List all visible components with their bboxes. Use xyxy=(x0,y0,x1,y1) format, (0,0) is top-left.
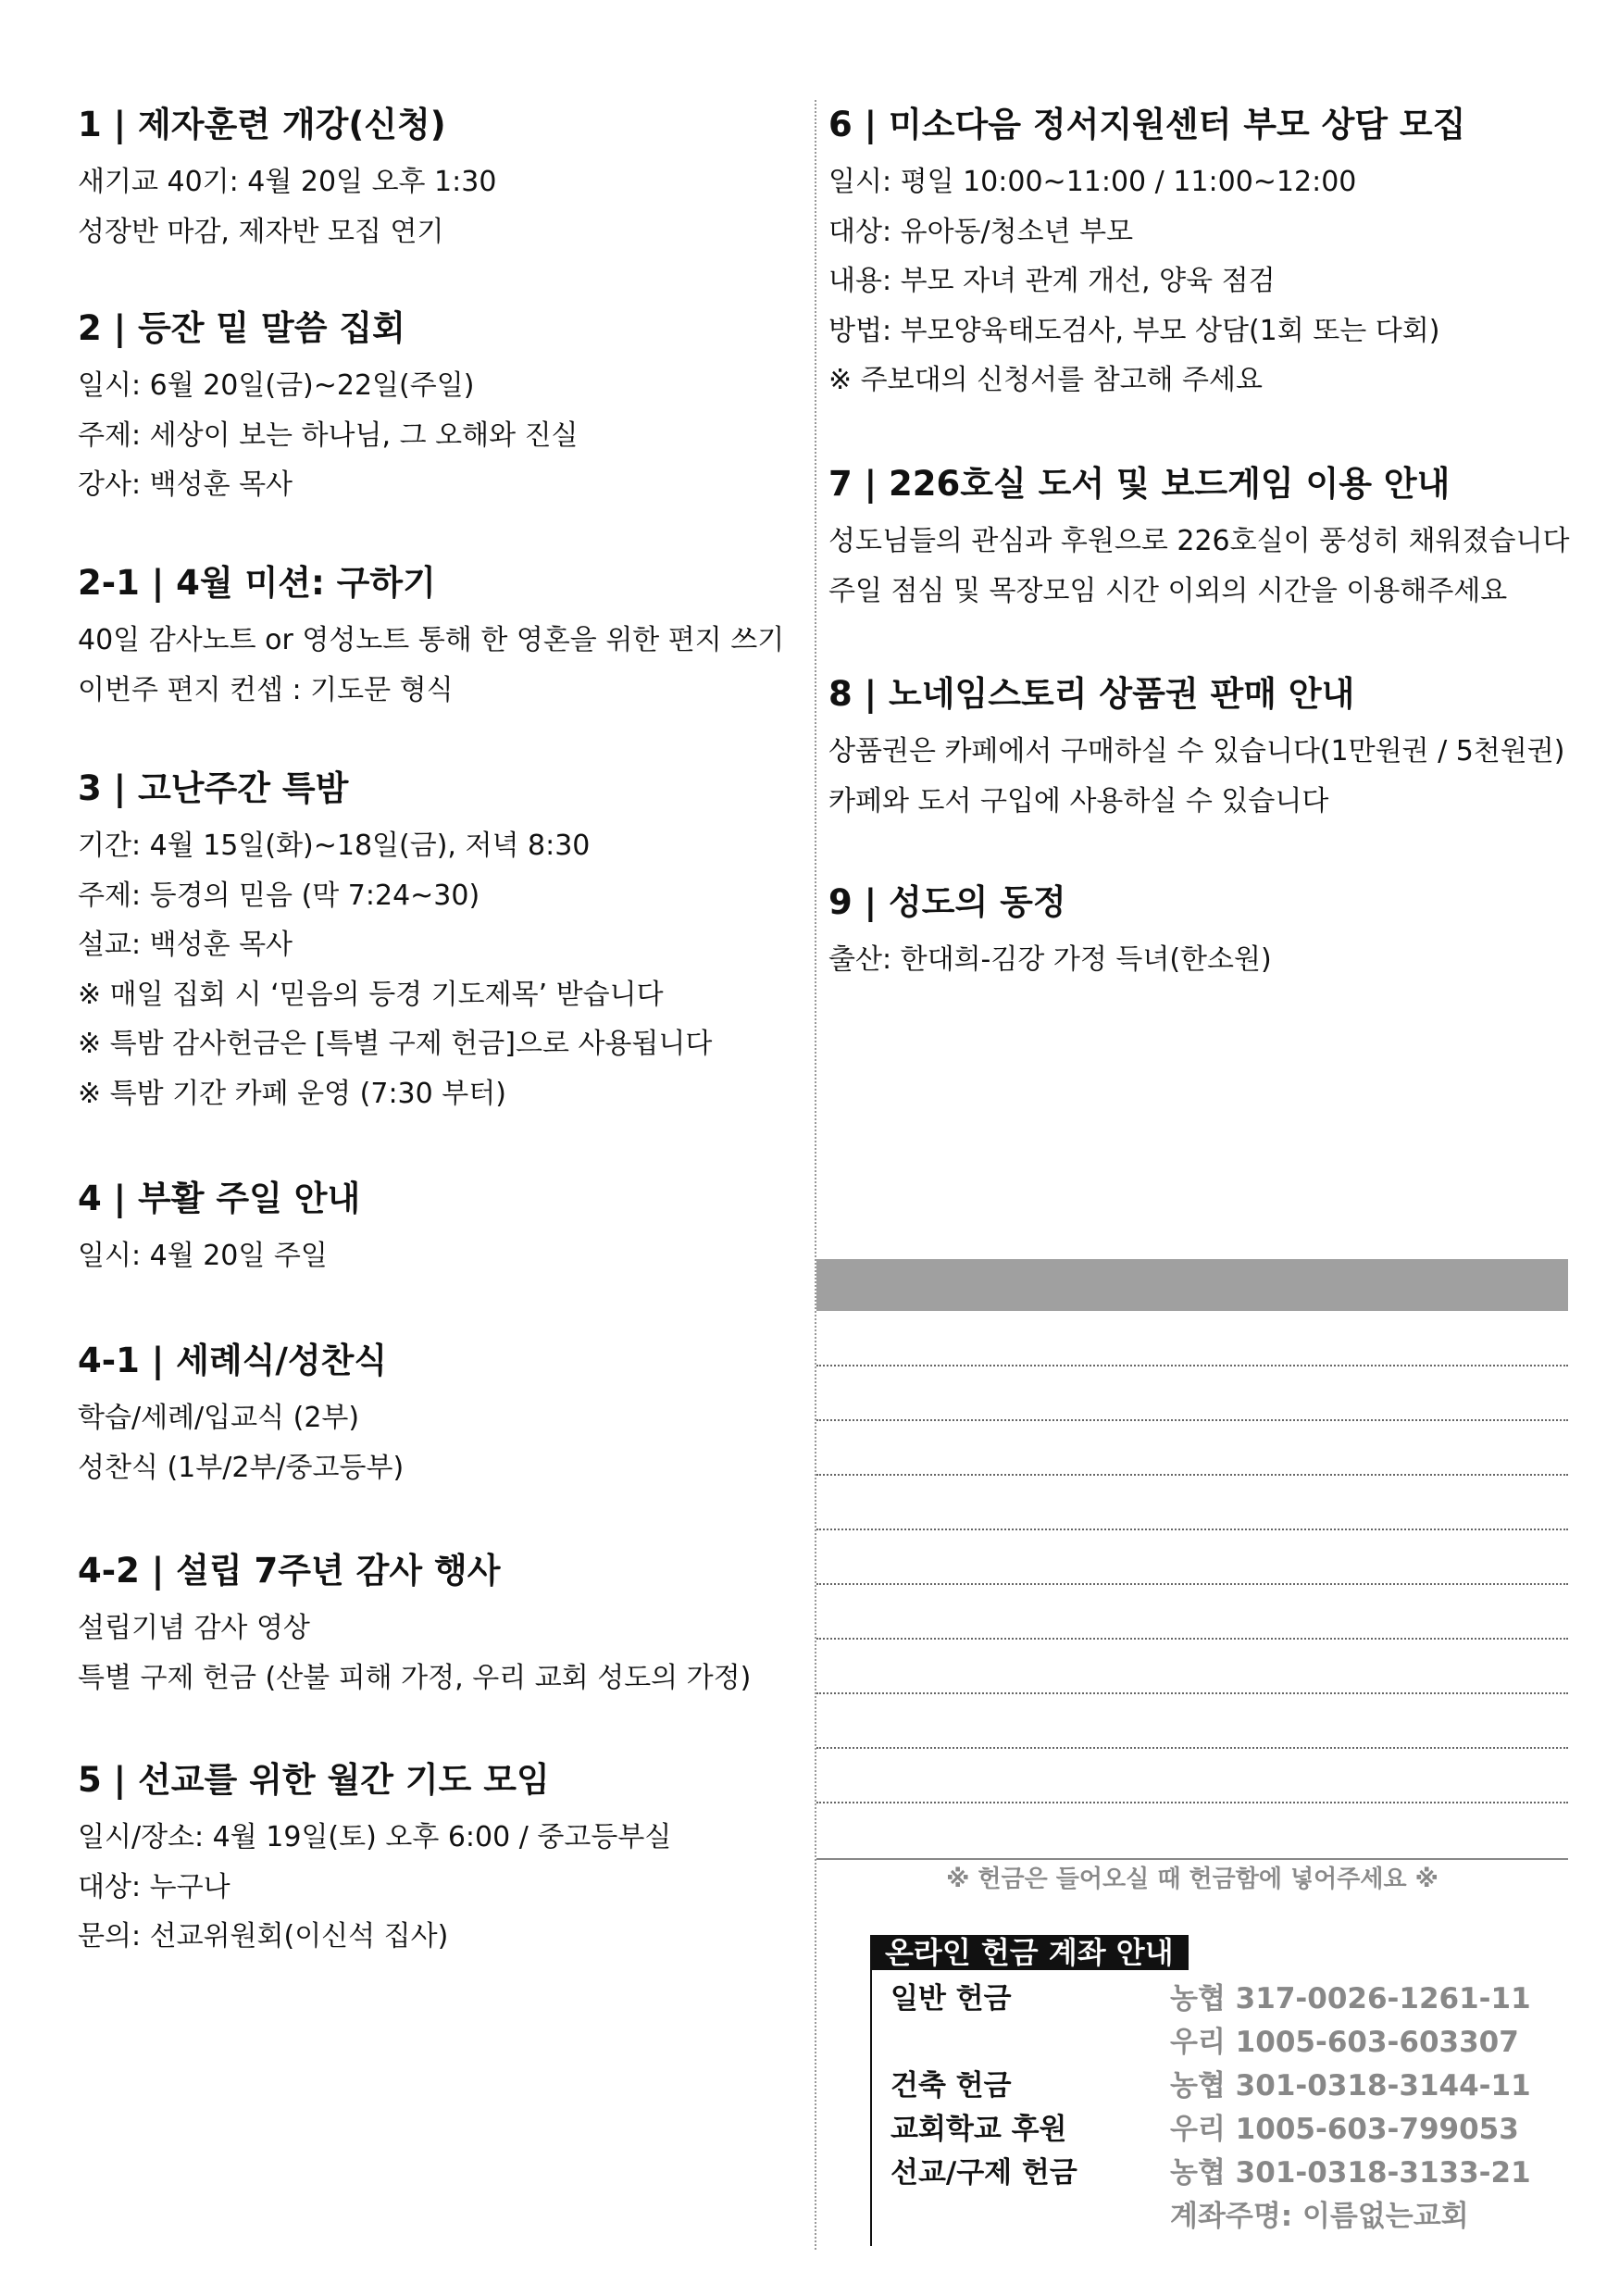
account-label: 선교/구제 헌금 xyxy=(890,2156,1077,2190)
section-title: 6 | 미소다음 정서지원센터 부모 상담 모집 xyxy=(828,105,1466,144)
account-holder: 계좌주명: 이름없는교회 xyxy=(1170,2200,1469,2233)
section-title: 7 | 226호실 도서 및 보드게임 이용 안내 xyxy=(828,464,1451,504)
section-line: 새기교 40기: 4월 20일 오후 1:30 xyxy=(78,166,497,198)
account-number: 우리 1005-603-799053 xyxy=(1170,2113,1519,2146)
section-title: 2-1 | 4월 미션: 구하기 xyxy=(78,563,436,603)
section-line: 문의: 선교위원회(이신석 집사) xyxy=(78,1920,449,1953)
account-row xyxy=(890,2021,1538,2065)
section-title: 4 | 부활 주일 안내 xyxy=(78,1179,361,1218)
account-row xyxy=(890,2108,1538,2152)
section-title: 1 | 제자훈련 개강(신청) xyxy=(78,105,446,144)
note-line xyxy=(816,1638,1568,1640)
section-april-mission xyxy=(78,560,809,715)
column-divider xyxy=(815,100,816,2250)
account-number: 농협 301-0318-3133-21 xyxy=(1170,2156,1531,2190)
notes-header-bar xyxy=(816,1259,1568,1311)
section-line: 일시: 4월 20일 주일 xyxy=(78,1240,328,1272)
section-members-news xyxy=(828,880,1569,985)
section-title: 4-1 | 세례식/성찬식 xyxy=(78,1341,388,1380)
section-gift-card xyxy=(828,671,1569,826)
account-number: 우리 1005-603-603307 xyxy=(1170,2026,1519,2059)
account-label: 교회학교 후원 xyxy=(890,2113,1067,2146)
section-line: ※ 매일 집회 시 ‘믿음의 등경 기도제목’ 받습니다 xyxy=(78,978,664,1011)
account-header: 온라인 헌금 계좌 안내 xyxy=(870,1935,1189,1970)
section-line: 학습/세례/입교식 (2부) xyxy=(78,1402,360,1434)
section-counseling xyxy=(828,102,1569,406)
note-line xyxy=(816,1529,1568,1530)
section-line: 카페와 도서 구입에 사용하실 수 있습니다 xyxy=(828,784,1329,817)
section-title: 5 | 선교를 위한 월간 기도 모임 xyxy=(78,1760,550,1800)
account-row xyxy=(890,1978,1538,2021)
section-line: 상품권은 카페에서 구매하실 수 있습니다(1만원권 / 5천원권) xyxy=(828,735,1565,767)
note-line xyxy=(816,1802,1568,1803)
section-line: 주일 점심 및 목장모임 시간 이외의 시간을 이용해주세요 xyxy=(828,574,1508,607)
note-line xyxy=(816,1474,1568,1476)
section-line: 성장반 마감, 제자반 모집 연기 xyxy=(78,215,444,248)
section-line: 이번주 편지 컨셉 : 기도문 형식 xyxy=(78,673,454,706)
account-number: 농협 317-0026-1261-11 xyxy=(1170,1982,1531,2015)
section-line: 주제: 세상이 보는 하나님, 그 오해와 진실 xyxy=(78,418,579,452)
note-line xyxy=(816,1583,1568,1585)
section-title: 8 | 노네임스토리 상품권 판매 안내 xyxy=(828,674,1355,714)
section-anniversary xyxy=(78,1548,809,1703)
section-line: 출산: 한대희-김강 가정 득녀(한소원) xyxy=(828,943,1272,976)
section-title: 4-2 | 설립 7주년 감사 행사 xyxy=(78,1551,501,1591)
note-line xyxy=(816,1692,1568,1694)
section-title: 3 | 고난주간 특밤 xyxy=(78,768,349,808)
section-line: 대상: 누구나 xyxy=(78,1870,230,1903)
account-box-rule xyxy=(870,1968,872,2246)
account-row xyxy=(890,2195,1538,2239)
section-line: 일시/장소: 4월 19일(토) 오후 6:00 / 중고등부실 xyxy=(78,1821,672,1853)
section-discipleship xyxy=(78,102,809,256)
section-line: 내용: 부모 자녀 관계 개선, 양육 점검 xyxy=(828,265,1276,297)
section-line: 설교: 백성훈 목사 xyxy=(78,929,293,961)
section-line: 강사: 백성훈 목사 xyxy=(78,468,293,501)
account-row xyxy=(890,2152,1538,2195)
section-baptism xyxy=(78,1338,809,1492)
section-room-226 xyxy=(828,461,1569,616)
section-line: 설립기념 감사 영상 xyxy=(78,1612,310,1644)
note-line xyxy=(816,1419,1568,1421)
account-number: 농협 301-0318-3144-11 xyxy=(1170,2069,1531,2103)
online-offering-accounts xyxy=(870,1935,1537,2250)
note-line xyxy=(816,1747,1568,1749)
section-title: 9 | 성도의 동정 xyxy=(828,882,1066,922)
section-line: 성찬식 (1부/2부/중고등부) xyxy=(78,1451,405,1484)
section-line: 주제: 등경의 믿음 (막 7:24~30) xyxy=(78,879,480,912)
section-line: 일시: 6월 20일(금)~22일(주일) xyxy=(78,369,475,402)
section-line: ※ 특밤 기간 카페 운영 (7:30 부터) xyxy=(78,1077,506,1110)
section-line: 기간: 4월 15일(화)~18일(금), 저녁 8:30 xyxy=(78,830,591,862)
offering-note: ※ 헌금은 들어오실 때 헌금함에 넣어주세요 ※ xyxy=(946,1866,1438,1893)
section-line: 대상: 유아동/청소년 부모 xyxy=(828,215,1134,248)
section-meeting xyxy=(78,306,809,510)
section-line: 성도님들의 관심과 후원으로 226호실이 풍성히 채워졌습니다 xyxy=(828,525,1570,557)
section-line: 방법: 부모양육태도검사, 부모 상담(1회 또는 다회) xyxy=(828,314,1440,347)
section-passion-week xyxy=(78,766,809,1118)
section-easter xyxy=(78,1176,809,1281)
section-line: 40일 감사노트 or 영성노트 통해 한 영혼을 위한 편지 쓰기 xyxy=(78,624,785,656)
note-line xyxy=(816,1365,1568,1366)
section-line: 일시: 평일 10:00~11:00 / 11:00~12:00 xyxy=(828,166,1357,198)
account-label: 건축 헌금 xyxy=(890,2069,1012,2103)
account-label: 일반 헌금 xyxy=(890,1982,1012,2015)
section-title: 2 | 등잔 밑 말씀 집회 xyxy=(78,308,405,348)
section-line: ※ 특밤 감사헌금은 [특별 구제 헌금]으로 사용됩니다 xyxy=(78,1028,713,1060)
account-row xyxy=(890,2065,1538,2108)
section-line: ※ 주보대의 신청서를 참고해 주세요 xyxy=(828,364,1264,396)
notes-bottom-rule xyxy=(816,1858,1568,1860)
section-mission-prayer xyxy=(78,1757,809,1962)
section-line: 특별 구제 헌금 (산불 피해 가정, 우리 교회 성도의 가정) xyxy=(78,1661,752,1694)
